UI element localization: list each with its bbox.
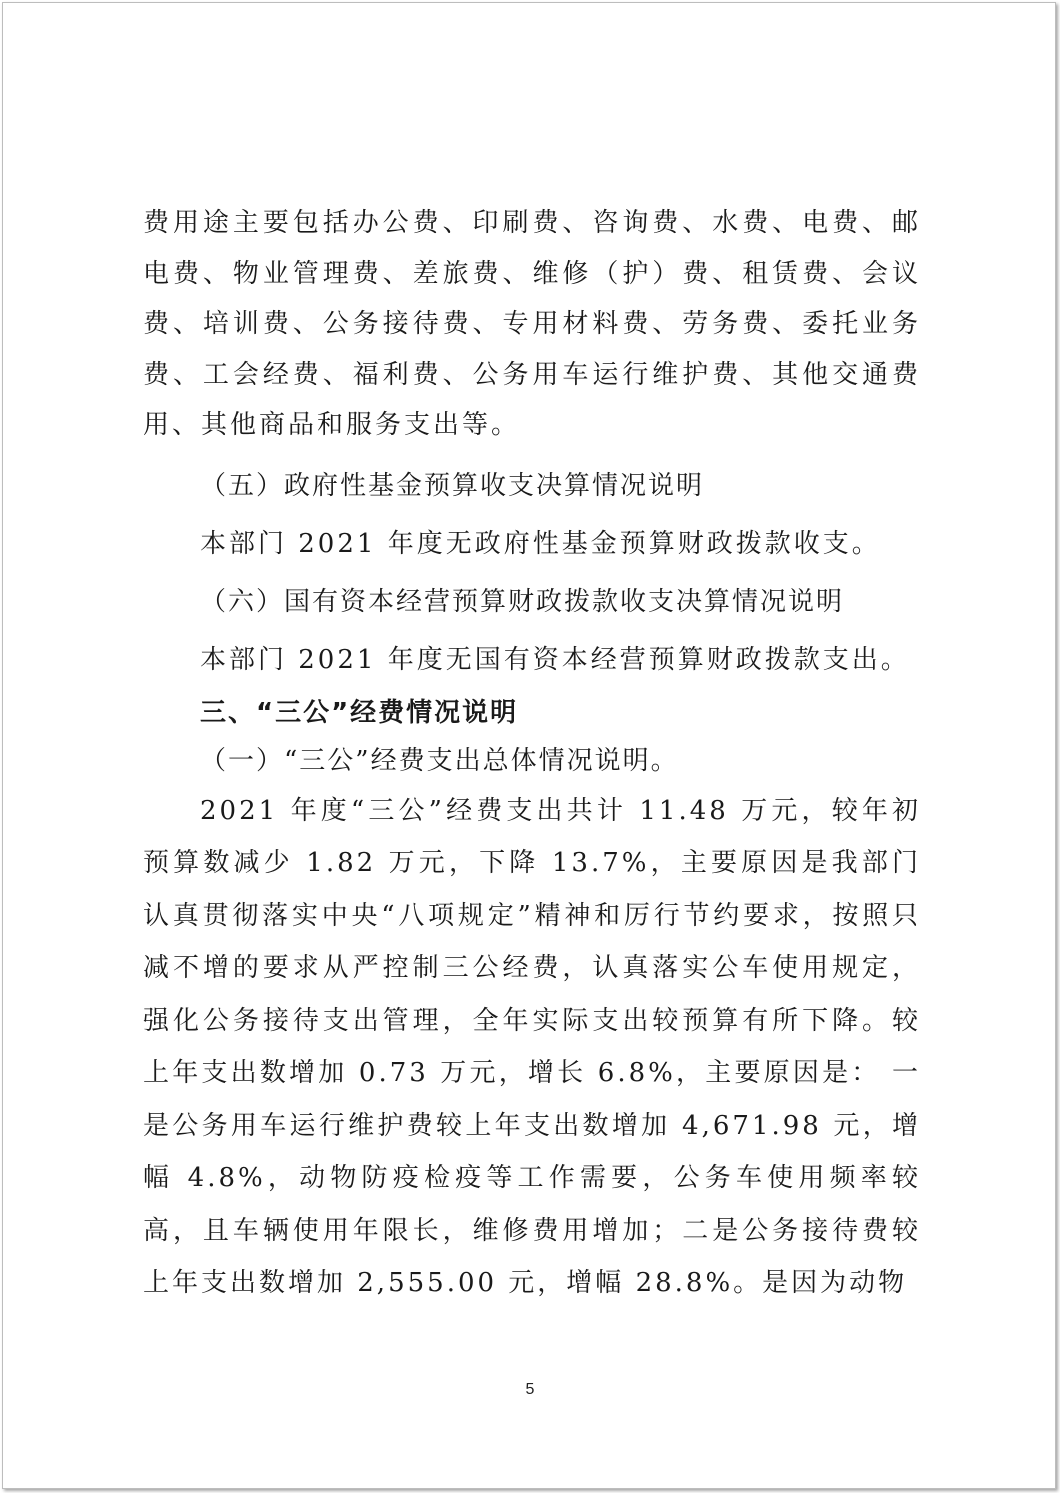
three-public-overall-subheading: （一）“三公”经费支出总体情况说明。 — [200, 745, 679, 776]
section-five-text: 本部门 2021 年度无政府性基金预算财政拨款收支。 — [200, 528, 881, 559]
three-public-overall-paragraph: 2021 年度“三公”经费支出共计 11.48 万元，较年初预算数减少 1.82 万元，下降 13.7%，主要原因是我部门认真贯彻落实中央“八项规定”精神和厉行节约要求，按照只减不增的要求从严控制三公经费，认真落实公车使用规定，强化公务接待支出管理，全年实际支出较预算有所下降。较上年支出数增加 0.73 万元，增长 6.8%，主要原因是： 一是公务用车运行维护费较上年支出数增加 4,671.98 元，增幅 4.8%，动物防疫检疫等工作需要，公务车使用频率较高，且车辆使用年限长，维修费用增加；二是公务接待费较上年支出数增加 2,555.00 元，增幅 28.8%。是因为动物 — [143, 795, 921, 1298]
page-content — [143, 198, 921, 1310]
section-six-heading: （六）国有资本经营预算财政拨款收支决算情况说明 — [200, 586, 845, 617]
section-six-text: 本部门 2021 年度无国有资本经营预算财政拨款支出。 — [200, 644, 910, 675]
section-five-heading: （五）政府性基金预算收支决算情况说明 — [200, 470, 705, 501]
page-number: 5 — [525, 1381, 535, 1398]
three-public-expenses-heading: 三、“三公”经费情况说明 — [200, 697, 519, 728]
expense-usage-paragraph: 费用途主要包括办公费、印刷费、咨询费、水费、电费、邮电费、物业管理费、差旅费、维修（护）费、租赁费、会议费、培训费、公务接待费、专用材料费、劳务费、委托业务费、工会经费、福利费、公务用车运行维护费、其他交通费用、其他商品和服务支出等。 — [143, 208, 921, 440]
